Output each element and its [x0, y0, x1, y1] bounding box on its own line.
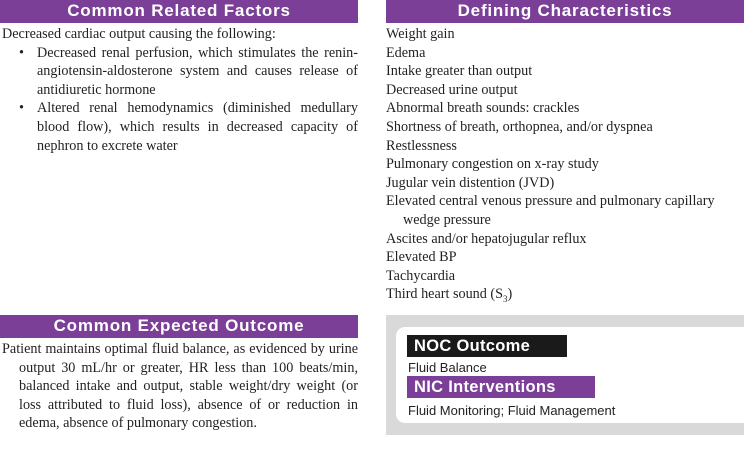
expected-outcome-heading: Common Expected Outcome	[0, 315, 358, 338]
bullet-icon: •	[19, 44, 24, 61]
list-item	[386, 285, 744, 308]
list-item: Pulmonary congestion on x-ray study	[386, 156, 599, 173]
list-item: Edema	[386, 44, 426, 61]
related-factor-text: Altered renal hemodynamics (diminished medullary blood flow), which results in decreased capacity of nephron to excrete water	[37, 100, 358, 154]
expected-outcome-text: Patient maintains optimal fluid balance, as evidenced by urine output 30 mL/hr or greater, HR less than 100 beats/min, balanced intake and output, stable weight/dry weight (or loss attributed to fluid loss), absence of or reduction in edema, absence of pulmonary congestion.	[2, 341, 358, 432]
closing-paren: )	[507, 286, 513, 303]
related-factors-list	[2, 44, 358, 156]
noc-outcome-label: NOC Outcome	[407, 335, 567, 357]
related-factors-heading: Common Related Factors	[0, 0, 358, 23]
bullet-icon: •	[19, 100, 24, 117]
nic-interventions-label: NIC Interventions	[407, 376, 595, 398]
noc-nic-card	[396, 327, 744, 423]
list-item: Restlessness	[386, 137, 457, 154]
list-item: Ascites and/or hepatojugular reflux	[386, 230, 587, 247]
list-item: Shortness of breath, orthopnea, and/or dyspnea	[386, 118, 653, 135]
noc-nic-panel	[386, 315, 744, 435]
third-heart-sound-text: Third heart sound (S	[386, 286, 504, 303]
related-factor-text: Decreased renal perfusion, which stimulates the renin-angiotensin-aldosterone system and causes release of antidiuretic hormone	[37, 44, 358, 98]
list-item	[2, 99, 358, 155]
nic-interventions-value: Fluid Monitoring; Fluid Management	[408, 403, 616, 418]
list-item: Jugular vein distention (JVD)	[386, 174, 555, 191]
related-factors-body	[2, 25, 358, 155]
list-item	[2, 44, 358, 100]
list-item: Abnormal breath sounds: crackles	[386, 100, 580, 117]
list-item: Elevated central venous pressure and pulmonary capillary wedge pressure	[386, 193, 715, 228]
list-item: Elevated BP	[386, 249, 457, 266]
noc-outcome-value: Fluid Balance	[408, 360, 487, 375]
list-item: Weight gain	[386, 26, 455, 42]
list-item: Decreased urine output	[386, 81, 518, 98]
list-item: Intake greater than output	[386, 63, 533, 80]
subscript-3: 3	[503, 294, 508, 305]
defining-characteristics-heading: Defining Characteristics	[386, 0, 744, 23]
defining-characteristics-list	[386, 25, 744, 309]
related-factors-intro: Decreased cardiac output causing the following:	[2, 26, 276, 42]
list-item: Tachycardia	[386, 267, 456, 284]
